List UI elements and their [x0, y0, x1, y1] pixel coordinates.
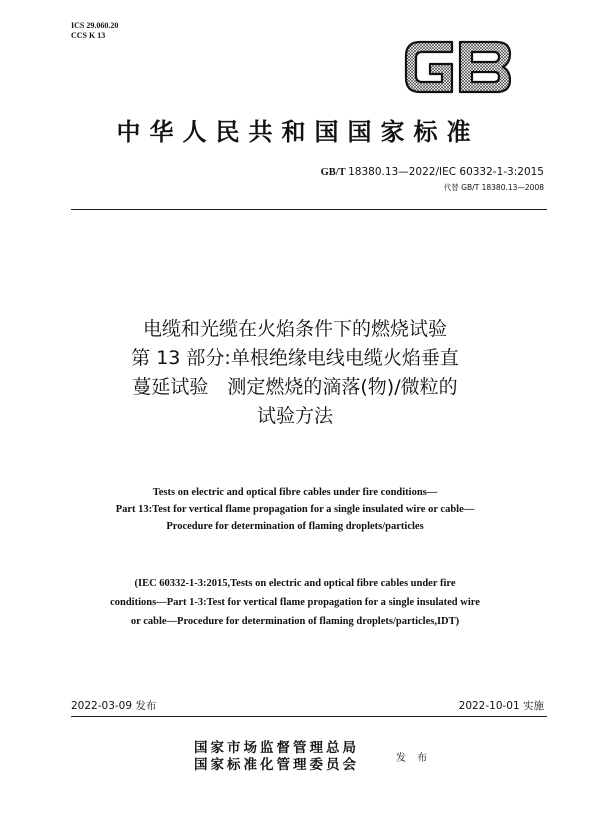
header-divider	[71, 209, 547, 210]
national-standard-title: 中华人民共和国国家标准	[116, 117, 480, 146]
main-title-line: 电缆和光缆在火焰条件下的燃烧试验	[142, 318, 447, 340]
english-title-line: Part 13:Test for vertical flame propagation for a single insulated wire or cable—	[115, 504, 475, 515]
english-title	[40, 484, 550, 535]
footer-divider	[71, 716, 547, 717]
main-title-line: 第 13 部分:单根绝缘电线电缆火焰垂直	[131, 347, 459, 369]
iec-reference-line: (IEC 60332-1-3:2015,Tests on electric and optical fibre cables under fire	[134, 578, 456, 589]
issuer-sac: 国家标准化管理委员会	[194, 757, 359, 773]
standard-prefix: GB/T	[320, 167, 346, 178]
gb-logo-icon	[400, 36, 516, 98]
standard-number	[321, 166, 544, 178]
replaces-standard: 代替 GB/T 18380.13—2008	[443, 183, 544, 192]
iec-reference	[40, 574, 550, 631]
ics-code: ICS 29.060.20	[71, 21, 119, 30]
implementation-date: 2022-10-01 实施	[458, 700, 544, 712]
publish-label: 发 布	[396, 753, 432, 764]
issuing-authorities	[194, 740, 359, 774]
iec-reference-line: or cable—Procedure for determination of flaming droplets/particles,IDT)	[130, 616, 460, 627]
english-title-line: Procedure for determination of flaming droplets/particles	[166, 521, 424, 532]
main-title-line: 蔓延试验 测定燃烧的滴落(物)/微粒的	[132, 376, 458, 398]
main-title	[60, 315, 530, 431]
issue-date: 2022-03-09 发布	[71, 700, 157, 712]
main-title-line: 试验方法	[256, 405, 333, 427]
issuer-samr: 国家市场监督管理总局	[194, 740, 359, 756]
english-title-line: Tests on electric and optical fibre cables under fire conditions—	[152, 487, 438, 498]
standard-number-value: 18380.13—2022/IEC 60332-1-3:2015	[348, 166, 544, 178]
classification-block	[71, 21, 118, 41]
ccs-code: CCS K 13	[71, 31, 106, 40]
iec-reference-line: conditions—Part 1-3:Test for vertical flame propagation for a single insulated wire	[110, 597, 480, 608]
